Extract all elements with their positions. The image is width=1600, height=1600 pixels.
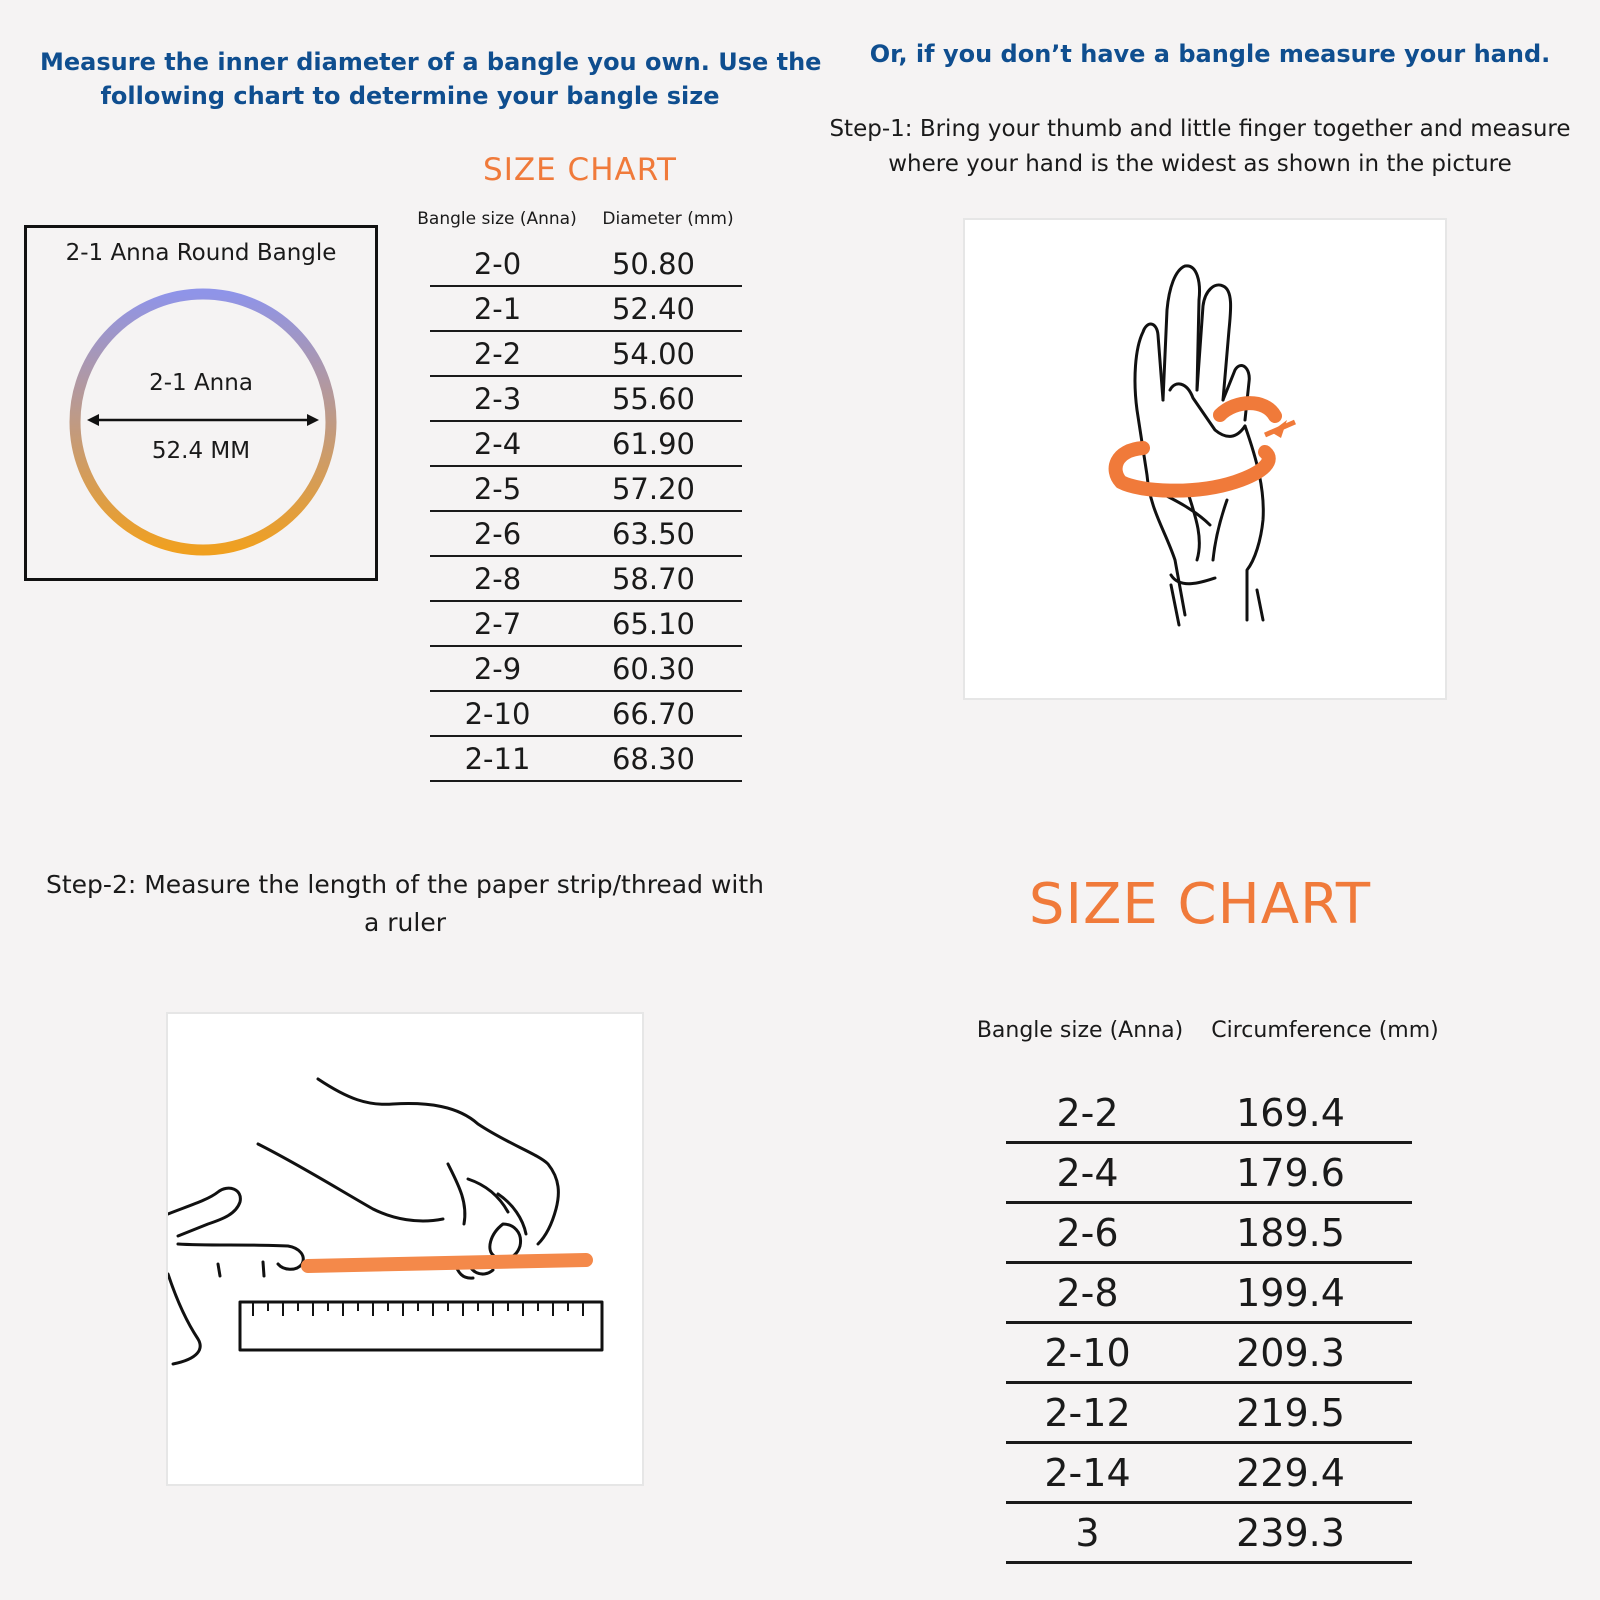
size-cell: 2-6 <box>473 516 522 551</box>
column-header-circumference: Circumference (mm) <box>1211 1017 1439 1043</box>
table-row <box>1006 1204 1412 1264</box>
heading-line-2: following chart to determine your bangle size <box>100 82 720 110</box>
size-cell: 2-12 <box>1044 1390 1131 1435</box>
bangle-ring-illustration <box>27 228 375 578</box>
ruler-ticks <box>253 1302 583 1316</box>
circumference-chart-title: SIZE CHART <box>1028 872 1372 937</box>
table-row <box>1006 1264 1412 1324</box>
bangle-diameter-label: 52.4 MM <box>151 438 251 464</box>
table-row <box>430 557 742 602</box>
table-row <box>1006 1084 1412 1144</box>
diameter-cell: 63.50 <box>611 516 696 551</box>
step-2-instructions <box>20 866 790 942</box>
size-cell: 2-11 <box>464 741 531 776</box>
table-body <box>430 242 742 782</box>
size-cell: 2-4 <box>473 426 522 461</box>
table-row <box>430 377 742 422</box>
table-header <box>400 204 760 234</box>
size-cell: 2-10 <box>1044 1330 1131 1375</box>
diameter-cell: 65.10 <box>611 606 696 641</box>
circumference-cell: 209.3 <box>1236 1330 1345 1375</box>
hand-with-tape-icon <box>965 220 1445 698</box>
table-header <box>960 1012 1460 1048</box>
column-header-size: Bangle size (Anna) <box>417 209 577 229</box>
diameter-cell: 61.90 <box>611 426 696 461</box>
size-cell: 2-2 <box>1056 1090 1119 1135</box>
step-2-line-1: Step-2: Measure the length of the paper strip/thread with <box>46 870 764 899</box>
size-cell: 2-3 <box>473 381 522 416</box>
size-cell: 3 <box>1075 1510 1100 1555</box>
hands-with-ruler-icon <box>168 1014 642 1484</box>
circumference-cell: 179.6 <box>1236 1150 1345 1195</box>
diameter-arrow-right-head <box>307 414 319 426</box>
size-cell: 2-4 <box>1056 1150 1119 1195</box>
column-header-diameter: Diameter (mm) <box>602 209 734 229</box>
diameter-cell: 52.40 <box>611 291 696 326</box>
size-cell: 2-9 <box>473 651 522 686</box>
size-cell: 2-0 <box>473 246 522 281</box>
diameter-cell: 57.20 <box>611 471 696 506</box>
table-row <box>1006 1504 1412 1564</box>
diameter-chart-title: SIZE CHART <box>483 152 677 188</box>
table-row <box>430 737 742 782</box>
bangle-example-box <box>24 225 378 581</box>
bangle-ring <box>75 294 331 550</box>
table-row <box>430 647 742 692</box>
size-cell: 2-10 <box>464 696 531 731</box>
diameter-cell: 55.60 <box>611 381 696 416</box>
table-row <box>430 512 742 557</box>
column-header-size: Bangle size (Anna) <box>976 1017 1184 1043</box>
circumference-size-table <box>960 1012 1460 1564</box>
table-row <box>1006 1324 1412 1384</box>
table-row <box>430 602 742 647</box>
size-cell: 2-14 <box>1044 1450 1131 1495</box>
diameter-size-table <box>400 204 760 782</box>
hand-measure-illustration <box>963 218 1447 700</box>
circumference-cell: 229.4 <box>1236 1450 1345 1495</box>
step-1-line-1: Step-1: Bring your thumb and little finger together and measure <box>829 116 1571 142</box>
table-row <box>1006 1144 1412 1204</box>
diameter-cell: 66.70 <box>611 696 696 731</box>
bangle-size-label: 2-1 Anna <box>149 370 253 396</box>
circumference-cell: 189.5 <box>1236 1210 1345 1255</box>
size-cell: 2-5 <box>473 471 522 506</box>
size-cell: 2-2 <box>473 336 522 371</box>
table-row <box>1006 1384 1412 1444</box>
table-row <box>430 692 742 737</box>
heading-line-1: Measure the inner diameter of a bangle you own. Use the <box>40 48 822 76</box>
circumference-cell: 199.4 <box>1236 1270 1345 1315</box>
size-cell: 2-6 <box>1056 1210 1119 1255</box>
size-cell: 2-8 <box>473 561 522 596</box>
circumference-cell: 169.4 <box>1236 1090 1345 1135</box>
table-row <box>430 242 742 287</box>
circumference-cell: 239.3 <box>1236 1510 1345 1555</box>
size-cell: 2-8 <box>1056 1270 1119 1315</box>
table-row <box>430 467 742 512</box>
size-cell: 2-1 <box>473 291 522 326</box>
step-1-line-2: where your hand is the widest as shown in the picture <box>888 151 1512 177</box>
diameter-instructions-heading <box>40 45 822 113</box>
diameter-cell: 58.70 <box>611 561 696 596</box>
diameter-arrow-left-head <box>87 414 99 426</box>
step-1-instructions <box>820 112 1580 182</box>
step-2-line-2: a ruler <box>364 908 446 937</box>
bangle-example-title: 2-1 Anna Round Bangle <box>65 240 337 266</box>
table-row <box>430 332 742 377</box>
circumference-cell: 219.5 <box>1236 1390 1345 1435</box>
table-row <box>430 422 742 467</box>
table-row <box>1006 1444 1412 1504</box>
diameter-cell: 54.00 <box>611 336 696 371</box>
hand-measure-heading: Or, if you don’t have a bangle measure your hand. <box>869 40 1551 68</box>
diameter-cell: 68.30 <box>611 741 696 776</box>
size-cell: 2-7 <box>473 606 522 641</box>
diameter-cell: 50.80 <box>611 246 696 281</box>
diameter-cell: 60.30 <box>611 651 696 686</box>
table-row <box>430 287 742 332</box>
table-body <box>1006 1084 1412 1564</box>
ruler-measure-illustration <box>166 1012 644 1486</box>
